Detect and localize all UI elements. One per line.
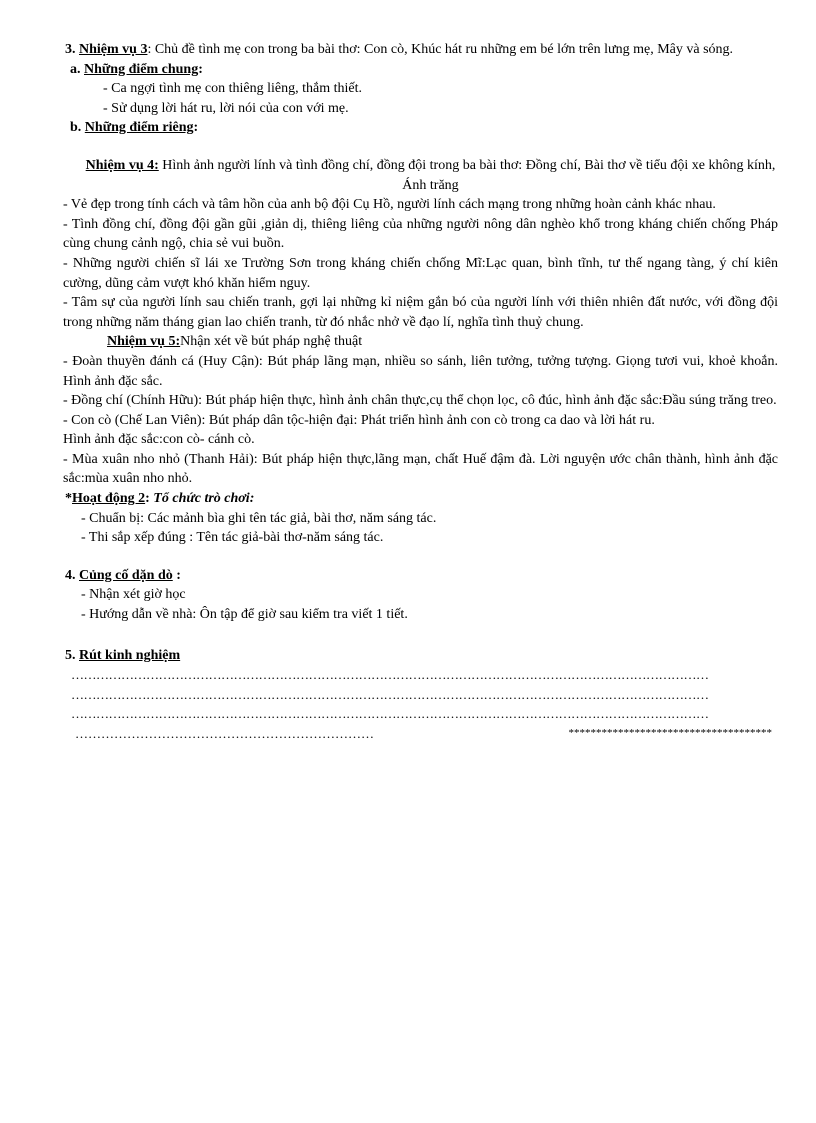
section-4-item: - Hướng dẫn về nhà: Ôn tập để giờ sau kiểm tra viết 1 tiết. — [81, 607, 408, 623]
section-5-title: Rút kinh nghiệm — [79, 647, 181, 663]
dotted-line: ……………………………………………………………………………………………………………………………………… — [71, 667, 709, 683]
task-5-item: - Đoàn thuyền đánh cá (Huy Cận): Bút pháp lãng mạn, nhiều so sánh, liên tưởng, tưởng tượng. Giọng tươi vui, khoẻ khoắn. Hình ảnh đặc sắc. — [63, 353, 778, 389]
task-4-item: - Những người chiến sĩ lái xe Trường Sơn trong kháng chiến chống Mĩ:Lạc quan, bình tĩnh, tư thế ngang tàng, ý chí kiên cường, dũng cảm vượt khó khăn hiểm nguy. — [63, 255, 778, 291]
task-4-title: Nhiệm vụ 4: — [85, 157, 159, 173]
common-points-title: Những điểm chung — [84, 61, 199, 77]
section-4-number: 4. — [65, 567, 79, 583]
common-points-colon: : — [198, 61, 203, 77]
dotted-line-short: …………………………………………………………… — [75, 726, 374, 741]
activity-2-item: - Thi sắp xếp đúng : Tên tác giả-bài thơ-năm sáng tác. — [81, 530, 384, 546]
task-4-heading — [65, 156, 778, 195]
distinct-points-label: b. — [70, 120, 85, 136]
task-4-text: Hình ảnh người lính và tình đồng chí, đồng đội trong ba bài thơ: Đồng chí, Bài thơ về tiểu đội xe không kính, Ánh trăng — [158, 157, 776, 193]
task-4-item: - Vẻ đẹp trong tính cách và tâm hồn của anh bộ đội Cụ Hồ, người lính cách mạng trong những hoàn cảnh khác nhau. — [63, 197, 716, 213]
section-4-heading — [65, 566, 778, 586]
dotted-line: ……………………………………………………………………………………………………………………………………… — [71, 706, 709, 722]
task-4-item: - Tình đồng chí, đồng đội gần gũi ,giản dị, thiêng liêng của những người nông dân nghèo khổ trong kháng chiến chống Pháp cùng chung cảnh ngộ, chia sẻ vui buồn. — [63, 216, 778, 252]
distinct-points-heading — [65, 118, 778, 138]
section-4-colon: : — [172, 567, 181, 583]
distinct-points-title: Những điểm riêng — [84, 120, 194, 136]
activity-2-subtitle: Tổ chức trò chơi: — [153, 491, 255, 507]
activity-2-item: - Chuẩn bị: Các mảnh bìa ghi tên tác giả, bài thơ, năm sáng tác. — [81, 510, 437, 526]
activity-2-title: Hoạt động 2 — [72, 491, 146, 507]
activity-2-colon: : — [145, 491, 154, 507]
section-5-number: 5. — [65, 647, 79, 663]
common-point-item: - Ca ngợi tình mẹ con thiêng liêng, thắm thiết. — [103, 81, 362, 97]
task-5-item: - Đồng chí (Chính Hữu): Bút pháp hiện thực, hình ảnh chân thực,cụ thể chọn lọc, cô đúc, hình ảnh đặc sắc:Đầu súng trăng treo. — [63, 393, 777, 409]
common-point-item: - Sử dụng lời hát ru, lời nói của con với mẹ. — [103, 100, 349, 116]
section-4-title: Củng cố dặn dò — [79, 567, 173, 583]
section-4-item: - Nhận xét giờ học — [81, 587, 186, 603]
task-3-number: 3. — [65, 42, 79, 57]
task-3-text: : Chủ đề tình mẹ con trong ba bài thơ: Con cò, Khúc hát ru những em bé lớn trên lưng mẹ, Mây và sóng. — [147, 42, 734, 57]
task-5-item: - Mùa xuân nho nhỏ (Thanh Hải): Bút pháp hiện thực,lãng mạn, chất Huế đậm đà. Lời nguyện ước chân thành, hình ảnh đặc sắc:mùa xuân nho nhỏ. — [63, 451, 778, 487]
common-points-label: a. — [70, 61, 84, 77]
section-5-heading — [65, 646, 778, 666]
end-stars: ************************************* — [568, 727, 772, 739]
common-points-heading — [65, 60, 778, 80]
task-5-item: - Con cò (Chế Lan Viên): Bút pháp dân tộc-hiện đại: Phát triển hình ảnh con cò trong ca dao và lời hát ru. — [63, 412, 655, 428]
task-5-heading — [65, 332, 778, 352]
dotted-line: ……………………………………………………………………………………………………………………………………… — [71, 686, 709, 702]
task-5-text: Nhận xét về bút pháp nghệ thuật — [180, 334, 363, 350]
task-3-paragraph — [65, 40, 778, 60]
activity-2-prefix: * — [65, 491, 72, 507]
distinct-points-colon: : — [193, 120, 199, 136]
task-4-item: - Tâm sự của người lính sau chiến tranh, gợi lại những kỉ niệm gắn bó của người lính với thiên nhiên đất nước, với đồng đội trong những năm tháng gian lao chiến tranh, từ đó nhắc nhở về đạo lí, nghĩa tình thuỷ chung. — [63, 295, 778, 330]
task-5-title: Nhiệm vụ 5: — [107, 334, 181, 350]
document-page — [65, 40, 778, 744]
task-3-heading: Nhiệm vụ 3 — [79, 42, 148, 57]
closing-line — [65, 724, 778, 744]
task-5-item: Hình ảnh đặc sắc:con cò- cánh cò. — [63, 432, 255, 448]
activity-2-heading — [65, 489, 778, 509]
